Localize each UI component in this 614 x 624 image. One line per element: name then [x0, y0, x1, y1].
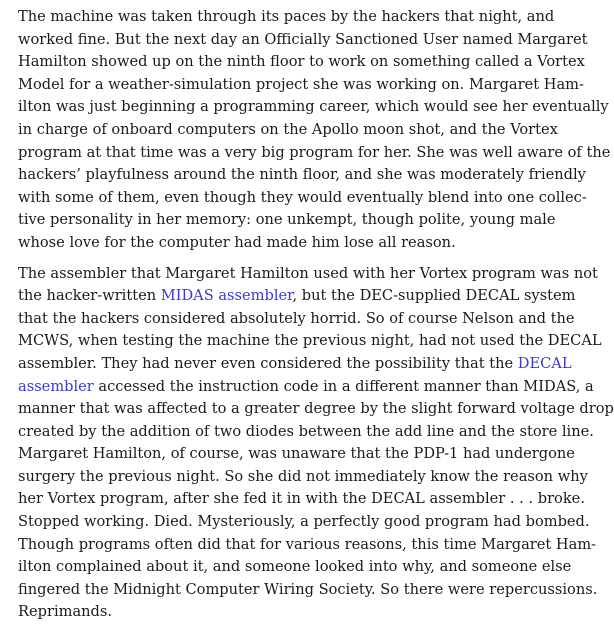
hyperlink[interactable]: DECAL [517, 354, 572, 372]
text-line [18, 398, 614, 421]
text-segment: surgery the previous night. So she did not immediately know the reason why [18, 467, 588, 485]
text-segment: Stopped working. Died. Mysteriously, a perfectly good program had bombed. [18, 513, 590, 531]
text-segment: ilton complained about it, and someone looked into why, and someone else [18, 558, 572, 576]
text-segment: the hacker-written [18, 287, 161, 305]
text-segment: whose love for the computer had made him lose all reason. [18, 233, 456, 251]
text-segment: MCWS, when testing the machine the previous night, had not used the DECAL [18, 332, 602, 350]
text-line [18, 51, 585, 74]
text-segment: assembler. They had never even considered the possibility that the [18, 354, 518, 372]
text-line [18, 142, 611, 165]
text-line [18, 164, 586, 187]
paragraph [18, 263, 614, 624]
paragraph-gap [18, 255, 540, 263]
text-segment: with some of them, even though they would eventually blend into one collec- [18, 188, 587, 206]
text-line [18, 209, 556, 232]
text-segment: in charge of onboard computers on the Apollo moon shot, and the Vortex [18, 120, 558, 138]
hyperlink[interactable]: MIDAS assembler [160, 287, 293, 305]
text-segment: Reprimands. [18, 603, 113, 621]
text-segment: program at that time was a very big program for her. She was well aware of the [18, 143, 611, 161]
text-segment: worked fine. But the next day an Officially Sanctioned User named Margaret [18, 30, 588, 48]
text-segment: ilton was just beginning a programming career, which would see her eventually [18, 98, 609, 116]
text-segment: The assembler that Margaret Hamilton used with her Vortex program was not [18, 264, 598, 282]
text-line [18, 466, 588, 489]
text-line [18, 308, 575, 331]
hyperlink[interactable]: assembler [18, 377, 94, 395]
text-line [18, 556, 572, 579]
text-line [18, 285, 576, 308]
paragraph [18, 6, 611, 255]
text-segment: The machine was taken through its paces by the hackers that night, and [18, 8, 555, 25]
document-page [18, 6, 614, 624]
text-line [18, 330, 602, 353]
text-segment: , but the DEC-supplied DECAL system [292, 287, 576, 305]
text-segment: Margaret Hamilton, of course, was unaware that the PDP-1 had undergone [18, 445, 575, 463]
text-line [18, 263, 598, 286]
text-line [18, 601, 540, 624]
text-line [18, 353, 572, 376]
text-line [18, 443, 575, 466]
text-line [18, 74, 584, 97]
text-segment: created by the addition of two diodes between the add line and the store line. [18, 422, 594, 440]
text-line [18, 511, 590, 534]
text-segment: tive personality in her memory: one unkempt, though polite, young male [18, 211, 556, 229]
text-line [18, 534, 597, 557]
text-segment: hackers’ playfulness around the ninth floor, and she was moderately friendly [18, 166, 586, 184]
text-line [18, 232, 540, 255]
text-segment: her Vortex program, after she fed it in with the DECAL assembler . . . broke. [18, 490, 585, 508]
text-line [18, 187, 587, 210]
text-line [18, 29, 588, 52]
text-segment: Model for a weather-simulation project she was working on. Margaret Ham- [18, 75, 584, 93]
text-line [18, 119, 558, 142]
text-segment: Though programs often did that for various reasons, this time Margaret Ham- [18, 535, 597, 553]
text-segment: fingered the Midnight Computer Wiring Society. So there were repercussions. [18, 580, 598, 598]
text-segment: that the hackers considered absolutely horrid. So of course Nelson and the [18, 309, 575, 327]
text-line [18, 96, 609, 119]
text-segment: manner that was affected to a greater degree by the slight forward voltage drop [18, 400, 614, 418]
text-line [18, 376, 594, 399]
text-line [18, 579, 598, 602]
text-segment: accessed the instruction code in a different manner than MIDAS, a [93, 377, 594, 395]
text-segment: Hamilton showed up on the ninth floor to work on something called a Vortex [18, 53, 585, 71]
text-line [18, 421, 594, 444]
text-line [18, 6, 555, 29]
text-line [18, 488, 585, 511]
